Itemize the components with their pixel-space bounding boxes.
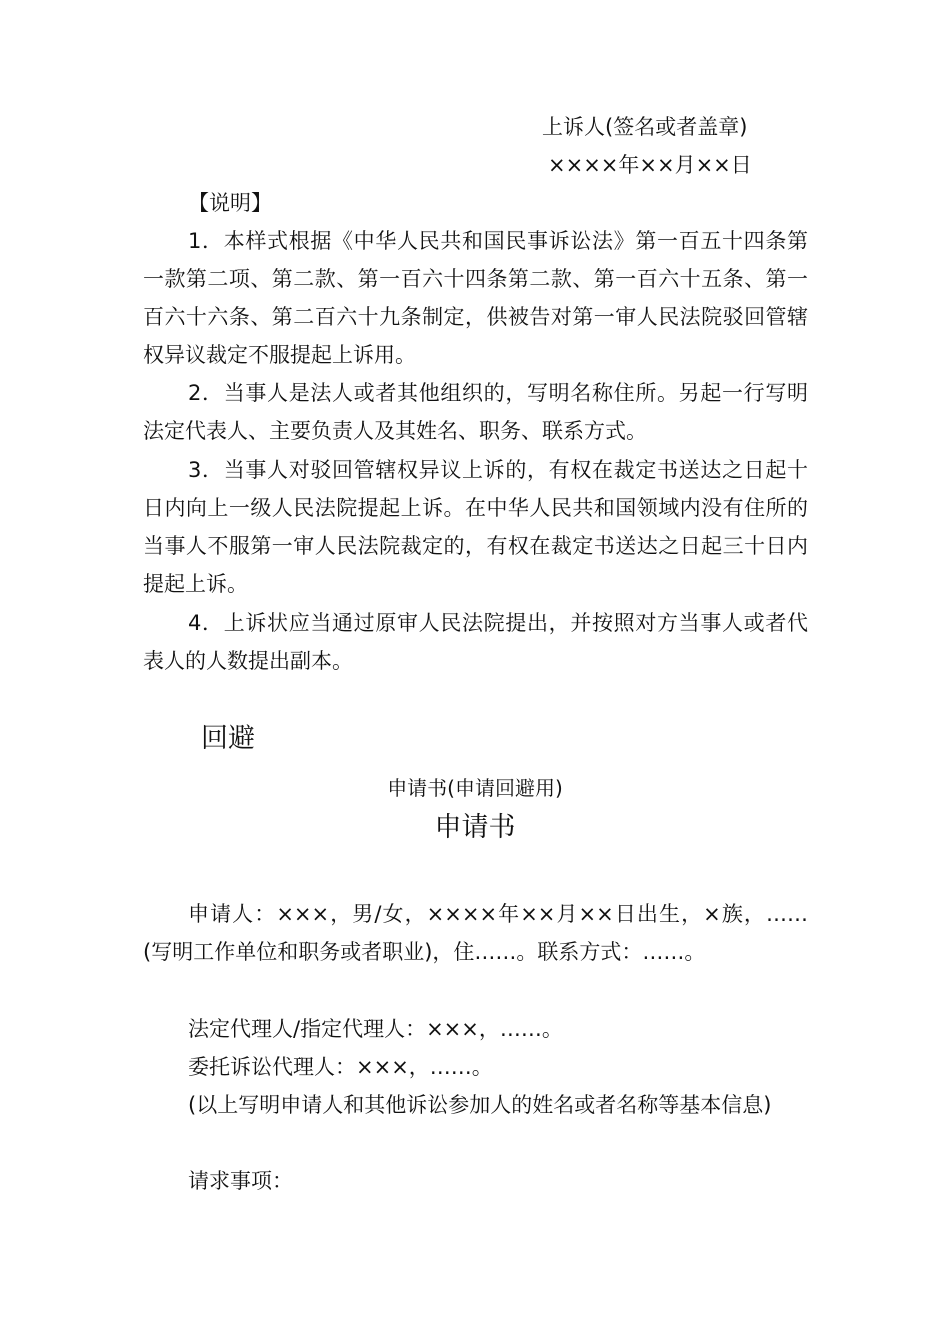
notes-heading: 【说明】 (188, 191, 272, 215)
note-item-4: 4．上诉状应当通过原审人民法院提出，并按照对方当事人或者代表人的人数提出副本。 (143, 611, 808, 673)
basic-info-note: (以上写明申请人和其他诉讼参加人的姓名或者名称等基本信息) (188, 1093, 772, 1117)
note-item-3: 3．当事人对驳回管辖权异议上诉的，有权在裁定书送达之日起十日内向上一级人民法院提起上诉。在中华人民共和国领域内没有住所的当事人不服第一审人民法院裁定的，有权在裁定书送达之日起三十日内提起上诉。 (143, 458, 808, 596)
appellant-signature-line: 上诉人(签名或者盖章) (542, 115, 748, 139)
signature-date: ××××年××月××日 (548, 153, 752, 177)
note-item-2: 2．当事人是法人或者其他组织的，写明名称住所。另起一行写明法定代表人、主要负责人及其姓名、职务、联系方式。 (143, 381, 808, 443)
request-items-heading: 请求事项： (188, 1169, 293, 1193)
applicant-info-paragraph: 申请人：×××，男/女，××××年××月××日出生，×族，……(写明工作单位和职务或者职业)，住……。联系方式：……。 (143, 902, 808, 964)
form-title: 申请书 (434, 812, 516, 843)
litigation-agent-paragraph: 委托诉讼代理人：×××，……。 (188, 1055, 493, 1079)
form-caption: 申请书(申请回避用) (387, 776, 563, 800)
section-title: 回避 (201, 723, 255, 754)
note-item-1: 1．本样式根据《中华人民共和国民事诉讼法》第一百五十四条第一款第二项、第二款、第一百六十四条第二款、第一百六十五条、第一百六十六条、第二百六十九条制定，供被告对第一审人民法院驳回管辖权异议裁定不服提起上诉用。 (143, 229, 808, 367)
legal-representative-paragraph: 法定代理人/指定代理人：×××，……。 (188, 1017, 563, 1041)
